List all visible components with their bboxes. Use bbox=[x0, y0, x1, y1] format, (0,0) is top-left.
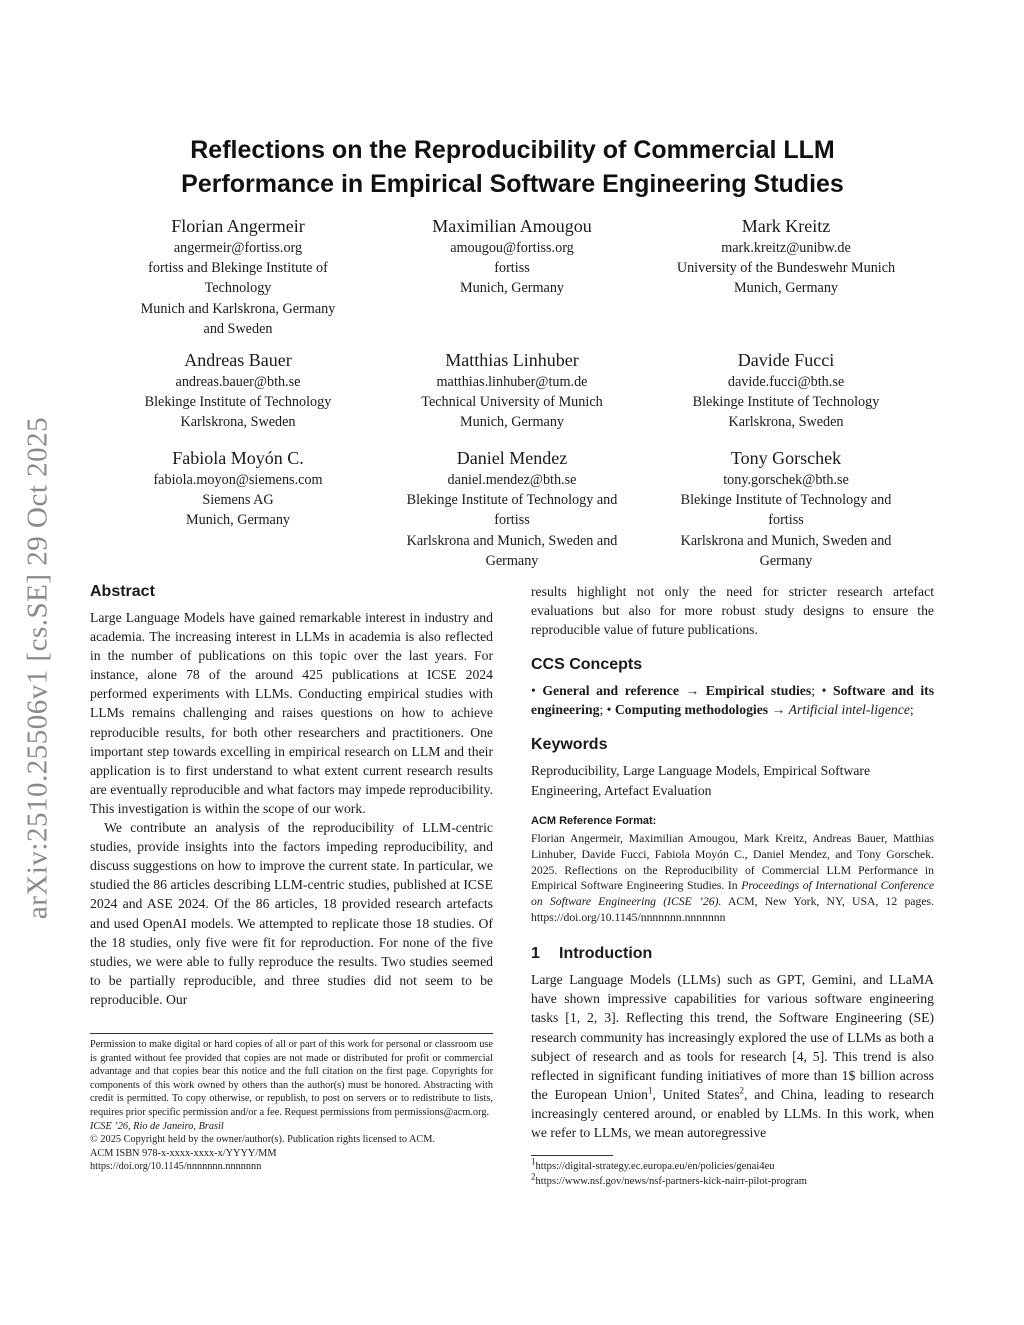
author-affiliation-line: Technical University of Munich bbox=[421, 394, 603, 411]
acm-ref-part-2: ACM, New York, NY, USA, 12 pages. https://doi.org/10.1145/nnnnnnn.nnnnnnn bbox=[531, 895, 934, 925]
copyright-line: © 2025 Copyright held by the owner/author(s). Publication rights licensed to ACM. bbox=[90, 1134, 436, 1146]
acm-ref-venue: Proceedings of International Conference on Software Engineering (ICSE ’26). bbox=[531, 879, 935, 909]
arxiv-identifier bbox=[14, 380, 62, 955]
ccs-bullet-3: • bbox=[606, 702, 612, 718]
acm-reference-heading: ACM Reference Format: bbox=[531, 814, 657, 827]
footnote-2-num: 2 bbox=[531, 1170, 536, 1181]
author-affiliation-line: and Sweden bbox=[203, 320, 273, 337]
author-affiliation-line: Karlskrona, Sweden bbox=[728, 414, 844, 431]
keywords-heading: Keywords bbox=[531, 736, 608, 754]
footnotes bbox=[531, 1155, 934, 1189]
author-block bbox=[367, 215, 657, 299]
author-affiliation-line: Germany bbox=[485, 552, 539, 569]
ccs-artificial-intelligence: Artificial intel-ligence bbox=[788, 702, 910, 718]
author-name: Andreas Bauer bbox=[184, 350, 292, 370]
author-affiliation-line: Blekinge Institute of Technology and bbox=[680, 492, 892, 509]
author-name: Mark Kreitz bbox=[741, 216, 831, 236]
ccs-computing-methodologies: Computing methodologies bbox=[614, 702, 769, 718]
author-block bbox=[367, 349, 657, 433]
introduction-paragraph bbox=[531, 970, 934, 1142]
author-affiliation-line: fortiss bbox=[768, 512, 804, 529]
ccs-software-engineering: Software and its engineering bbox=[531, 683, 935, 718]
author-email[interactable]: fabiola.moyon@siemens.com bbox=[153, 472, 323, 488]
right-column bbox=[531, 582, 934, 1142]
footnote-1 bbox=[531, 1156, 934, 1175]
author-block bbox=[641, 215, 931, 299]
author-affiliation-line: fortiss bbox=[494, 260, 530, 277]
author-block bbox=[93, 215, 383, 339]
author-affiliation-line: Blekinge Institute of Technology bbox=[692, 394, 880, 411]
doi-line: https://doi.org/10.1145/nnnnnnn.nnnnnnn bbox=[90, 1161, 262, 1173]
ccs-general-reference: General and reference bbox=[542, 683, 679, 699]
author-affiliation-line: Karlskrona, Sweden bbox=[180, 414, 296, 431]
author-affiliation-line: Karlskrona and Munich, Sweden and bbox=[680, 532, 892, 549]
introduction-heading bbox=[531, 944, 934, 963]
author-email[interactable]: daniel.mendez@bth.se bbox=[447, 472, 577, 488]
author-affiliation-line: Munich and Karlskrona, Germany bbox=[140, 300, 336, 317]
ccs-arrow-1: → bbox=[685, 683, 700, 699]
footnote-marker-2: 2 bbox=[739, 1085, 745, 1096]
ccs-empirical-studies: Empirical studies bbox=[705, 683, 812, 699]
author-email[interactable]: mark.kreitz@unibw.de bbox=[721, 240, 851, 256]
author-affiliation-line: Munich, Germany bbox=[185, 512, 291, 529]
author-affiliation-line: University of the Bundeswehr Munich bbox=[676, 260, 896, 277]
acm-ref-part-1: Florian Angermeir, Maximilian Amougou, Mark Kreitz, Andreas Bauer, Matthias Linhuber, Davide Fucci, Fabiola Moyón C., Daniel Mendez, and Tony Gorschek. 2025. Reflections on the Reproducibility of Commercial LLM Performance in Empirical Software Engineering Studies. In bbox=[531, 831, 934, 893]
author-name: Daniel Mendez bbox=[456, 448, 568, 468]
section-number: 1 bbox=[531, 945, 540, 963]
ccs-arrow-2: → bbox=[771, 702, 786, 718]
abstract-paragraph-2: We contribute an analysis of the reproducibility of LLM-centric studies, provide insights into the factors impeding reproducibility, and discuss suggestions on how to improve the current state. In particular, we studied the 86 articles describing LLM-centric studies, published at ICSE 2024 and ASE 2024. Of the 86 articles, 18 provided research artefacts and used OpenAI models. We attempted to replicate those 18 studies. Of the 18 studies, only five were fit for reproduction. For none of the five studies, we were able to fully reproduce the results. Two studies seemed to be partially reproducible, and three studies did not seem to be reproducible. Our bbox=[90, 820, 493, 1007]
paper-title bbox=[90, 133, 935, 201]
keywords-text: Reproducibility, Large Language Models, Empirical Software Engineering, Artefact Evaluation bbox=[531, 763, 871, 798]
author-block bbox=[641, 349, 931, 433]
author-block bbox=[93, 447, 383, 531]
ccs-heading: CCS Concepts bbox=[531, 656, 643, 674]
left-column bbox=[90, 582, 493, 1009]
footnote-1-url[interactable]: https://digital-strategy.ec.europa.eu/en/policies/genai4eu bbox=[535, 1161, 775, 1172]
author-block bbox=[93, 349, 383, 433]
permission-text: Permission to make digital or hard copies of all or part of this work for personal or classroom use is granted without fee provided that copies are not made or distributed for profit or commercial advantage and that copies bear this notice and the full citation on the first page. Copyrights for components of this work owned by others than the author(s) must be honored. Abstracting with credit is permitted. To copy otherwise, or republish, to post on servers or to redistribute to lists, requires prior specific permission and/or a fee. Request permissions from permissions@acm.org. bbox=[90, 1039, 493, 1118]
author-affiliation-line: Munich, Germany bbox=[733, 280, 839, 297]
isbn-line: ACM ISBN 978-x-xxxx-xxxx-x/YYYY/MM bbox=[90, 1147, 277, 1159]
author-affiliation-line: Blekinge Institute of Technology bbox=[144, 394, 332, 411]
author-name: Maximilian Amougou bbox=[432, 216, 592, 236]
abstract-paragraph-1: Large Language Models have gained remarkable interest in industry and academia. The increasing interest in LLMs in academia is also reflected in the number of publications on this topic over the last years. For instance, alone 78 of the around 425 publications at ICSE 2024 performed experiments with LLMs. Conducting empirical studies with LLMs remains challenging and raises questions on how to achieve reproducible results, for both other researchers and practitioners. One important step towards excelling in empirical research on LLM and their application is to first understand to what extent current research results are eventually reproducible and what factors may impede reproducibility. This investigation is within the scope of our work. bbox=[90, 610, 493, 816]
acm-reference-text bbox=[531, 831, 934, 926]
ccs-concepts: • General and reference → Empirical studies; • Software and its engineering; • Computing methodologies → Artificial intel-ligence; bbox=[531, 683, 935, 718]
footnotes-rule bbox=[531, 1155, 613, 1156]
author-affiliation-line: Germany bbox=[759, 552, 813, 569]
author-email[interactable]: tony.gorschek@bth.se bbox=[723, 472, 849, 488]
author-affiliation-line: Technology bbox=[204, 280, 272, 297]
title-line-1: Reflections on the Reproducibility of Commercial LLM bbox=[190, 136, 835, 164]
intro-text-2: , United States bbox=[652, 1086, 740, 1102]
ccs-bullet-1: • bbox=[531, 683, 536, 699]
author-name: Davide Fucci bbox=[737, 350, 835, 370]
ccs-bullet-2: • bbox=[821, 683, 827, 699]
footnote-2 bbox=[531, 1170, 934, 1190]
author-affiliation-line: fortiss and Blekinge Institute of bbox=[148, 260, 328, 277]
author-affiliation-line: Munich, Germany bbox=[459, 280, 565, 297]
author-name: Tony Gorschek bbox=[730, 448, 842, 468]
footnote-2-url[interactable]: https://www.nsf.gov/news/nsf-partners-kick-nairr-pilot-program bbox=[535, 1175, 808, 1187]
footnote-1-num: 1 bbox=[531, 1156, 536, 1167]
footnote-rule bbox=[90, 1033, 493, 1034]
author-affiliation-line: Blekinge Institute of Technology and bbox=[406, 492, 618, 509]
author-affiliation-line: Siemens AG bbox=[202, 492, 274, 509]
title-line-2: Performance in Empirical Software Engineering Studies bbox=[181, 170, 844, 198]
footnote-marker-1: 1 bbox=[648, 1085, 653, 1096]
author-name: Matthias Linhuber bbox=[445, 350, 579, 370]
intro-text-1: Large Language Models (LLMs) such as GPT, Gemini, and LLaMA have shown impressive capabilities for various software engineering tasks [1, 2, 3]. Reflecting this trend, the Software Engineering (SE) research community has increasingly explored the use of LLMs as both a subject of research and as tools for research [4, 5]. This trend is also reflected in significant funding initiatives of more than 1$ billion across the European Union bbox=[531, 972, 934, 1102]
intro-text-3: , and China, leading to research increasingly centered around, or enabled by LLMs. In this work, when we refer to LLMs, we mean autoregressive bbox=[531, 1086, 934, 1141]
author-email[interactable]: davide.fucci@bth.se bbox=[727, 374, 845, 390]
author-affiliation-line: fortiss bbox=[494, 512, 530, 529]
author-email[interactable]: amougou@fortiss.org bbox=[450, 240, 574, 256]
author-block bbox=[641, 447, 931, 571]
author-name: Fabiola Moyón C. bbox=[172, 448, 304, 468]
author-block bbox=[367, 447, 657, 571]
permission-block bbox=[90, 1038, 493, 1174]
author-affiliation-line: Munich, Germany bbox=[459, 414, 565, 431]
abstract-heading: Abstract bbox=[90, 583, 155, 600]
author-email[interactable]: angermeir@fortiss.org bbox=[173, 240, 303, 256]
arxiv-id-text: arXiv:2510.25506v1 [cs.SE] 29 Oct 2025 bbox=[21, 416, 54, 919]
abstract-paragraph-2-continued: results highlight not only the need for stricter research artefact evaluations but also for more robust study designs to ensure the reproducible value of future publications. bbox=[531, 584, 934, 638]
author-affiliation-line: Karlskrona and Munich, Sweden and bbox=[406, 532, 618, 549]
venue-line: ICSE ’26, Rio de Janeiro, Brasil bbox=[90, 1120, 224, 1132]
author-email[interactable]: matthias.linhuber@tum.de bbox=[436, 374, 588, 390]
author-email[interactable]: andreas.bauer@bth.se bbox=[175, 374, 301, 390]
author-name: Florian Angermeir bbox=[171, 216, 305, 236]
section-title: Introduction bbox=[559, 945, 653, 963]
